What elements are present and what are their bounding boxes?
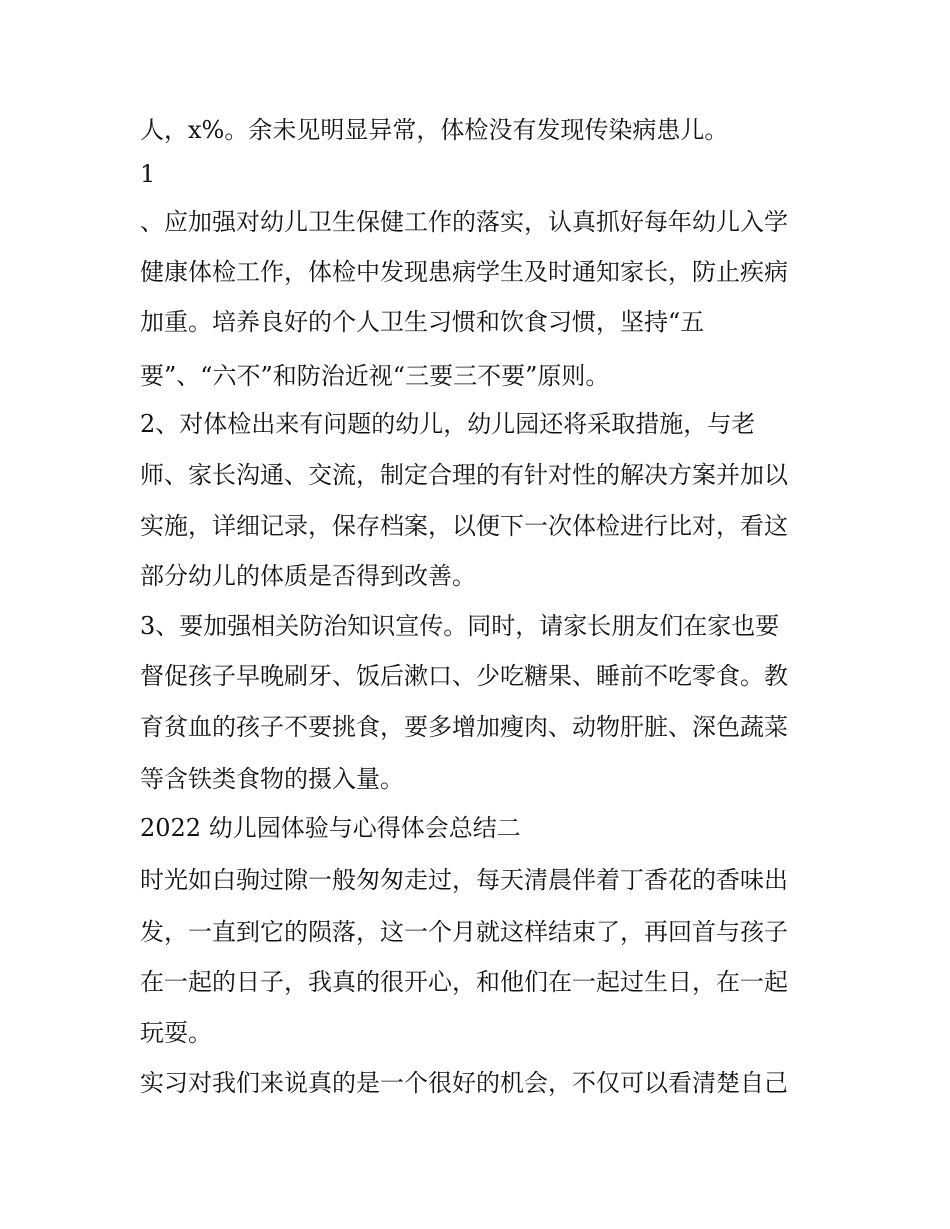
text-line: 育贫血的孩子不要挑食，要多增加瘦肉、动物肝脏、深色蔬菜 — [140, 713, 788, 741]
text-line: 2、对体检出来有问题的幼儿，幼儿园还将采取措施，与老 — [140, 410, 756, 438]
text-line: 发，一直到它的陨落，这一个月就这样结束了，再回首与孩子 — [140, 918, 788, 946]
section-heading: 2022 幼儿园体验与心得体会总结二 — [140, 814, 521, 842]
text-line: 加重。培养良好的个人卫生习惯和饮食习惯，坚持“五 — [140, 308, 705, 336]
text-line: 督促孩子早晚刷牙、饭后漱口、少吃糖果、睡前不吃零食。教 — [140, 662, 788, 690]
text-line: 玩耍。 — [140, 1019, 212, 1047]
text-line: 人，x%。余未见明显异常，体检没有发现传染病患儿。 — [140, 116, 729, 144]
text-line: 要”、“六不”和防治近视“三要三不要”原则。 — [140, 362, 610, 390]
text-line: 等含铁类食物的摄入量。 — [140, 765, 404, 793]
text-line: 、应加强对幼儿卫生保健工作的落实，认真抓好每年幼儿入学 — [140, 208, 788, 236]
text-line: 健康体检工作，体检中发现患病学生及时通知家长，防止疾病 — [140, 258, 788, 286]
text-line: 师、家长沟通、交流，制定合理的有针对性的解决方案并加以 — [140, 461, 788, 489]
text-line: 时光如白驹过隙一般匆匆走过，每天清晨伴着丁香花的香味出 — [140, 866, 788, 894]
text-line: 在一起的日子，我真的很开心，和他们在一起过生日，在一起 — [140, 968, 788, 996]
text-line: 实习对我们来说真的是一个很好的机会，不仅可以看清楚自己 — [140, 1069, 788, 1097]
text-line: 3、要加强相关防治知识宣传。同时，请家长朋友们在家也要 — [140, 612, 780, 640]
text-line: 1 — [140, 160, 156, 188]
text-line: 实施，详细记录，保存档案，以便下一次体检进行比对，看这 — [140, 512, 788, 540]
text-line: 部分幼儿的体质是否得到改善。 — [140, 562, 476, 590]
